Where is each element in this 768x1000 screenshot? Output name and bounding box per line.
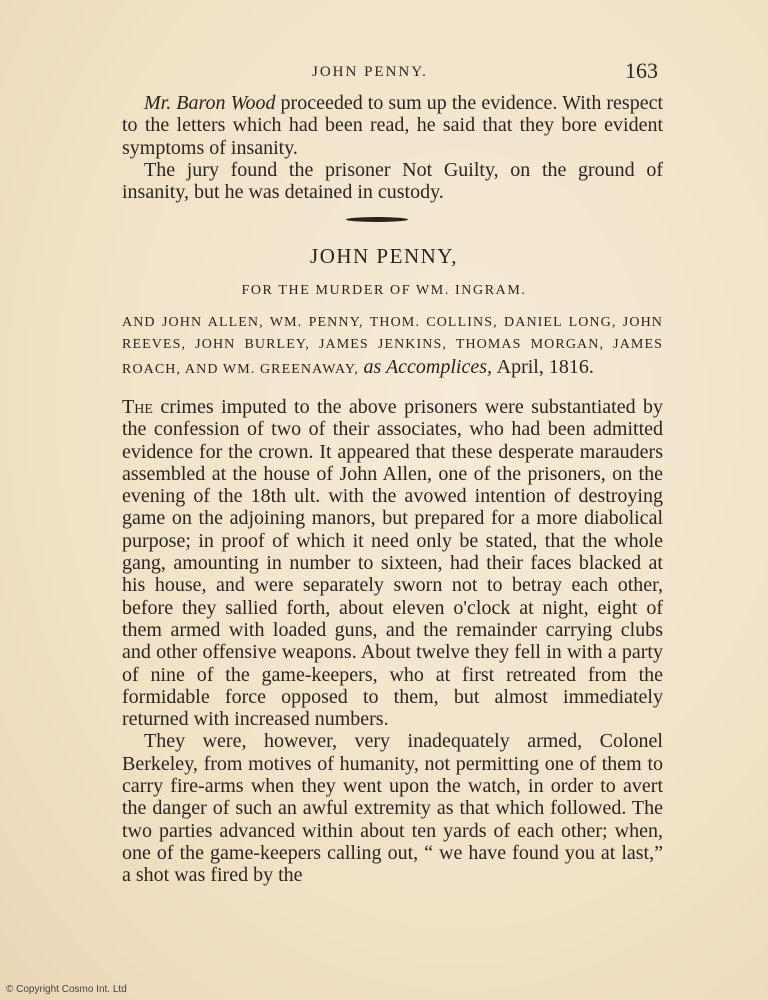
verdict-paragraph: The jury found the prisoner Not Guilty, on the ground of insanity, but he was detained in custody. [122, 158, 663, 204]
judge-name: Mr. Baron Wood [144, 92, 276, 114]
summing-up-paragraph [122, 92, 663, 159]
copyright-watermark: © Copyright Cosmo Int. Ltd [6, 984, 127, 995]
paragraph-lead-word: The [122, 396, 153, 418]
accomplices-names: AND JOHN ALLEN, WM. PENNY, THOM. COLLINS, DANIEL LONG, JOHN REEVES, JOHN BURLEY, JAMES JENKINS, THOMAS MORGAN, JAMES ROACH, AND WM. GREENAWAY, [122, 315, 663, 377]
case-subtitle: FOR THE MURDER OF WM. INGRAM. [241, 283, 527, 298]
body-paragraph-1 [122, 396, 663, 730]
case-date: April, 1816. [496, 356, 594, 378]
running-head [0, 58, 768, 88]
summing-up-text: proceeded to sum up the evidence. With respect to the letters which had been read, he said that they bore evident symptoms of insanity. [122, 92, 664, 159]
section-divider [346, 217, 408, 222]
case-title: JOHN PENNY, [310, 244, 458, 268]
case-body [122, 396, 663, 887]
previous-case-conclusion [122, 92, 663, 203]
page-number: 163 [625, 58, 658, 83]
accomplices-heading [122, 312, 663, 381]
accomplices-label: as Accomplices, [363, 356, 493, 378]
body-paragraph-2: They were, however, very inadequately armed, Colonel Berkeley, from motives of humanity, not permitting one of them to carry fire-arms when they went upon the watch, in order to avert the danger of such an awful extremity as that which followed. The two parties advanced within about ten yards of each other; when, one of the game-keepers calling out, “ we have found you at last,” a shot was fired by the [122, 730, 663, 887]
running-head-title: JOHN PENNY. [312, 64, 428, 80]
body-paragraph-1-text: crimes imputed to the above prisoners were substantiated by the confession of two of their associates, who had been admitted evidence for the crown. It appeared that these desperate marauders assembled at the house of John Allen, one of the prisoners, on the evening of the 18th ult. with the avowed intention of destroying game on the adjoining manors, but prepared for a more diabolical purpose; in proof of which it need only be stated, that the whole gang, amounting in number to sixteen, had their faces blacked at his house, and were separately sworn not to betray each other, before they sallied forth, about eleven o'clock at night, eight of them armed with loaded guns, and the remainder carrying clubs and other offensive weapons. About twelve they fell in with a party of nine of the game-keepers, who at first retreated from the formidable force opposed to them, but almost immediately returned with increased numbers. [122, 396, 664, 731]
